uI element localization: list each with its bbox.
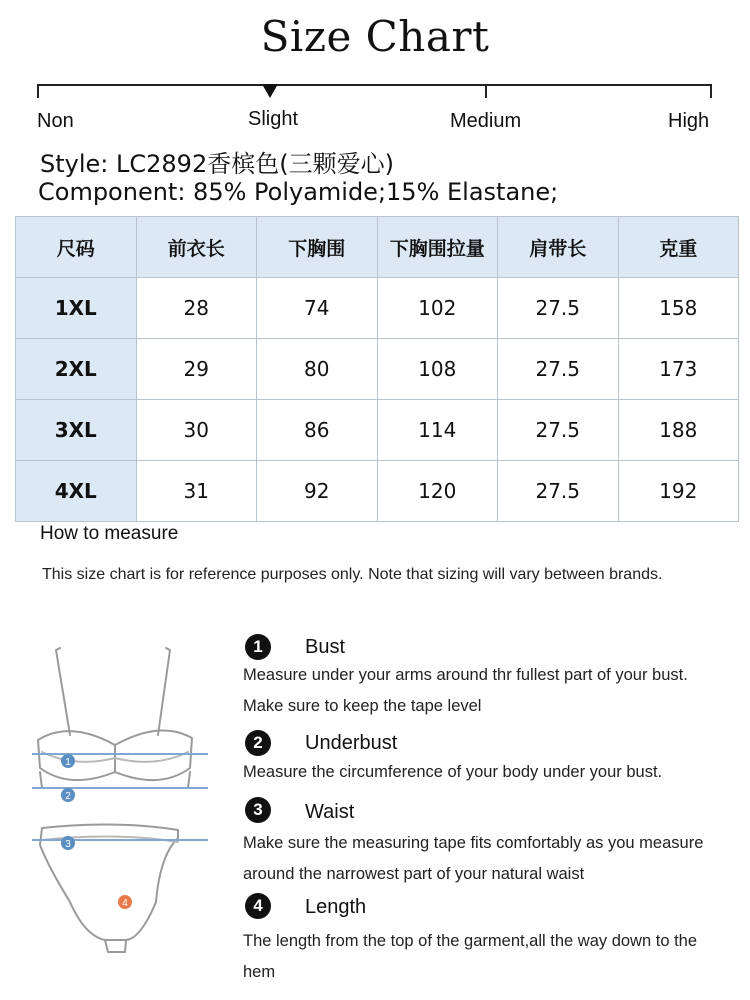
scale-label-medium: Medium bbox=[450, 110, 522, 132]
left-strap bbox=[56, 648, 70, 735]
scale-label-non: Non bbox=[37, 110, 74, 132]
scale-pointer-icon bbox=[262, 84, 278, 98]
scale-label-high: High bbox=[668, 110, 710, 132]
table-cell: 27.5 bbox=[498, 400, 619, 461]
figure-marker-2 bbox=[61, 788, 75, 802]
right-strap bbox=[158, 648, 170, 735]
briefs bbox=[40, 824, 178, 940]
header-front-length: 前衣长 bbox=[136, 217, 257, 278]
figure-marker-1 bbox=[61, 754, 75, 768]
table-cell: 28 bbox=[136, 278, 257, 339]
table-cell: 188 bbox=[618, 400, 739, 461]
step-number-4: 4 bbox=[245, 893, 271, 919]
table-row bbox=[16, 461, 739, 522]
how-to-measure-title: How to measure bbox=[40, 523, 179, 544]
size-table bbox=[15, 216, 739, 522]
table-cell: 120 bbox=[377, 461, 498, 522]
table-cell: 192 bbox=[618, 461, 739, 522]
reference-note: This size chart is for reference purposes only. Note that sizing will vary between brands. bbox=[42, 566, 663, 583]
step-title-bust: Bust bbox=[305, 636, 346, 658]
style-line bbox=[40, 144, 394, 179]
svg-text:3: 3 bbox=[65, 839, 71, 850]
table-cell: 74 bbox=[257, 278, 378, 339]
scale-tick bbox=[710, 84, 712, 98]
figure-marker-3 bbox=[61, 836, 75, 850]
step-desc-bust: Measure under your arms around thr fullest part of your bust. Make sure to keep the tape level bbox=[243, 666, 688, 715]
table-row bbox=[16, 278, 739, 339]
header-weight: 克重 bbox=[618, 217, 739, 278]
scale-tick bbox=[37, 84, 39, 98]
table-cell: 31 bbox=[136, 461, 257, 522]
table-cell: 30 bbox=[136, 400, 257, 461]
table-row bbox=[16, 400, 739, 461]
scale-line bbox=[38, 84, 712, 86]
step-number-2: 2 bbox=[245, 730, 271, 756]
table-row bbox=[16, 339, 739, 400]
step-number-3: 3 bbox=[245, 797, 271, 823]
figure-marker-4 bbox=[118, 895, 132, 909]
step-title-length: Length bbox=[305, 896, 367, 918]
size-cell: 1XL bbox=[16, 278, 137, 339]
table-cell: 27.5 bbox=[498, 461, 619, 522]
size-cell: 3XL bbox=[16, 400, 137, 461]
step-title-waist: Waist bbox=[305, 801, 355, 823]
table-cell: 29 bbox=[136, 339, 257, 400]
svg-text:4: 4 bbox=[122, 898, 128, 909]
table-cell: 173 bbox=[618, 339, 739, 400]
table-cell: 158 bbox=[618, 278, 739, 339]
table-cell: 108 bbox=[377, 339, 498, 400]
table-cell: 86 bbox=[257, 400, 378, 461]
step-number-1: 1 bbox=[245, 634, 271, 660]
scale-label-slight: Slight bbox=[248, 108, 299, 130]
component-line: Component: 85% Polyamide;15% Elastane; bbox=[38, 178, 559, 206]
size-cell: 2XL bbox=[16, 339, 137, 400]
style-value: LC2892香槟色(三颗爱心) bbox=[116, 150, 394, 178]
step-desc-length: The length from the top of the garment,all the way down to the hem bbox=[243, 932, 698, 981]
table-cell: 92 bbox=[257, 461, 378, 522]
measurement-figure bbox=[30, 640, 210, 975]
table-cell: 80 bbox=[257, 339, 378, 400]
style-label: Style: bbox=[40, 150, 109, 178]
header-strap-length: 肩带长 bbox=[498, 217, 619, 278]
header-underbust: 下胸围 bbox=[257, 217, 378, 278]
table-cell: 27.5 bbox=[498, 278, 619, 339]
page-title: Size Chart bbox=[260, 12, 490, 61]
scale-tick bbox=[485, 84, 487, 98]
header-underbust-stretch: 下胸围拉量 bbox=[377, 217, 498, 278]
header-size: 尺码 bbox=[16, 217, 137, 278]
table-cell: 27.5 bbox=[498, 339, 619, 400]
step-desc-underbust: Measure the circumference of your body under your bust. bbox=[243, 763, 663, 781]
step-title-underbust: Underbust bbox=[305, 732, 398, 754]
size-cell: 4XL bbox=[16, 461, 137, 522]
table-header-row bbox=[16, 217, 739, 278]
svg-text:1: 1 bbox=[65, 757, 71, 768]
svg-text:2: 2 bbox=[65, 791, 71, 802]
table-cell: 102 bbox=[377, 278, 498, 339]
table-cell: 114 bbox=[377, 400, 498, 461]
step-desc-waist: Make sure the measuring tape fits comfortably as you measure around the narrowest part of your natural waist bbox=[243, 834, 704, 883]
